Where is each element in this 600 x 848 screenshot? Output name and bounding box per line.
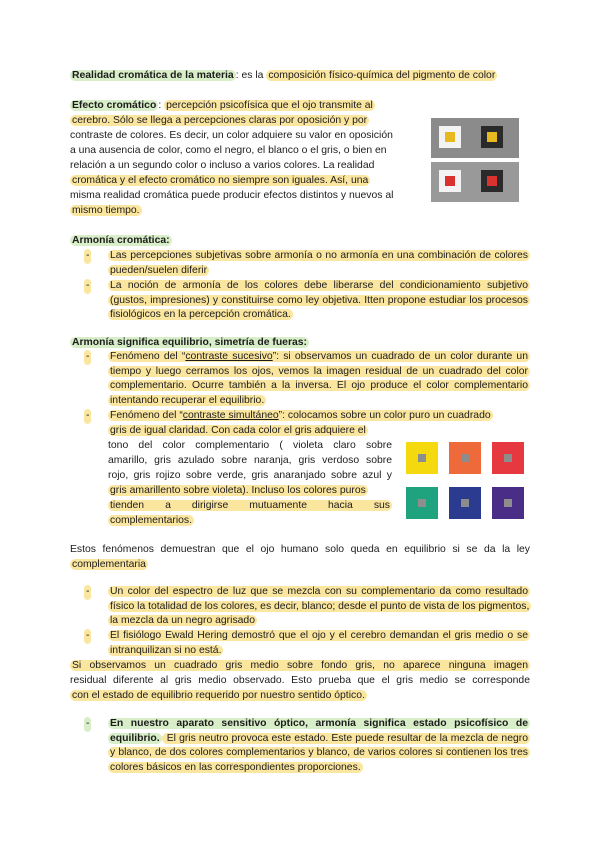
equilibrio-psicofisico-bullet: - En nuestro aparato sensitivo óptico, armonía significa estado psicofísico de equilibrio. El gris neutro provoca este estado. Este puede resultar de la mezcla de negro y blanco, de dos colores complementarios y blanco, de varios colores si contienen los tres colores básicos en las correspondientes proporciones. bbox=[86, 718, 528, 773]
black-square bbox=[481, 126, 503, 148]
armonia-heading: Armonía cromática: bbox=[72, 235, 170, 246]
black-square bbox=[481, 170, 503, 192]
armonia-bullet-2: - La noción de armonía de los colores debe liberarse del condicionamiento subjetivo (gustos, impresiones) y constituirse como ley objetiva. Itten propone estudiar los procesos fisiológicos en la percepción cromática. bbox=[86, 280, 528, 321]
gris-paragraph: Si observamos un cuadrado gris medio sobre fondo gris, no aparece ninguna imagen bbox=[72, 660, 528, 671]
equilibrio-heading: Armonía significa equilibrio, simetría de fueras: bbox=[72, 337, 308, 348]
contraste-sucesivo-link[interactable]: contraste sucesivo bbox=[185, 351, 273, 362]
realidad-definition: composición físico-química del pigmento de color bbox=[268, 70, 496, 81]
efecto-term: Efecto cromático bbox=[72, 100, 157, 111]
white-square bbox=[439, 126, 461, 148]
armonia-bullet-1: - Las percepciones subjetivas sobre armonía o no armonía en una combinación de colores pueden/suelen diferir bbox=[86, 250, 528, 276]
efecto-paragraph: Efecto cromático : percepción psicofísica que el ojo transmite al bbox=[72, 100, 373, 111]
yellow-swatch bbox=[406, 442, 438, 474]
simultaneous-contrast-figure bbox=[406, 442, 524, 522]
red-swatch bbox=[492, 442, 524, 474]
realidad-term: Realidad cromática de la materia bbox=[72, 70, 234, 81]
violet-swatch bbox=[492, 487, 524, 519]
hering-bullet: - El fisiólogo Ewald Hering demostró que el ojo y el cerebro demandan el gris medio o se intranquilizan si no está. bbox=[86, 630, 528, 656]
realidad-paragraph: Realidad cromática de la materia : es la composición físico-química del pigmento de color bbox=[72, 70, 496, 81]
contraste-simultaneo-link[interactable]: contraste simultáneo bbox=[182, 410, 279, 421]
green-swatch bbox=[406, 487, 438, 519]
orange-swatch bbox=[449, 442, 481, 474]
blue-swatch bbox=[449, 487, 481, 519]
white-square bbox=[439, 170, 461, 192]
contraste-sucesivo-bullet: - Fenómeno del “contraste sucesivo”: si observamos un cuadrado de un color durante un tiempo y luego cerramos los ojos, vemos la imagen residual de un cuadrado del color complementario. Ocurre también a la inversa. El ojo produce el color complementario intentando recuperar el equilibrio. bbox=[86, 351, 528, 406]
contraste-simultaneo-bullet: - Fenómeno del “contraste simultáneo”: colocamos sobre un color puro un cuadrado bbox=[84, 409, 530, 529]
estos-paragraph: Estos fenómenos demuestran que el ojo humano solo queda en equilibrio si se da la ley bbox=[70, 544, 530, 555]
luz-bullet: - Un color del espectro de luz que se mezcla con su complementario da como resultado físico la totalidad de los colores, es decir, blanco; desde el punto de vista de los pigmentos, la mezcla da un negro agrisado bbox=[86, 586, 530, 627]
contrast-figure bbox=[431, 118, 519, 202]
